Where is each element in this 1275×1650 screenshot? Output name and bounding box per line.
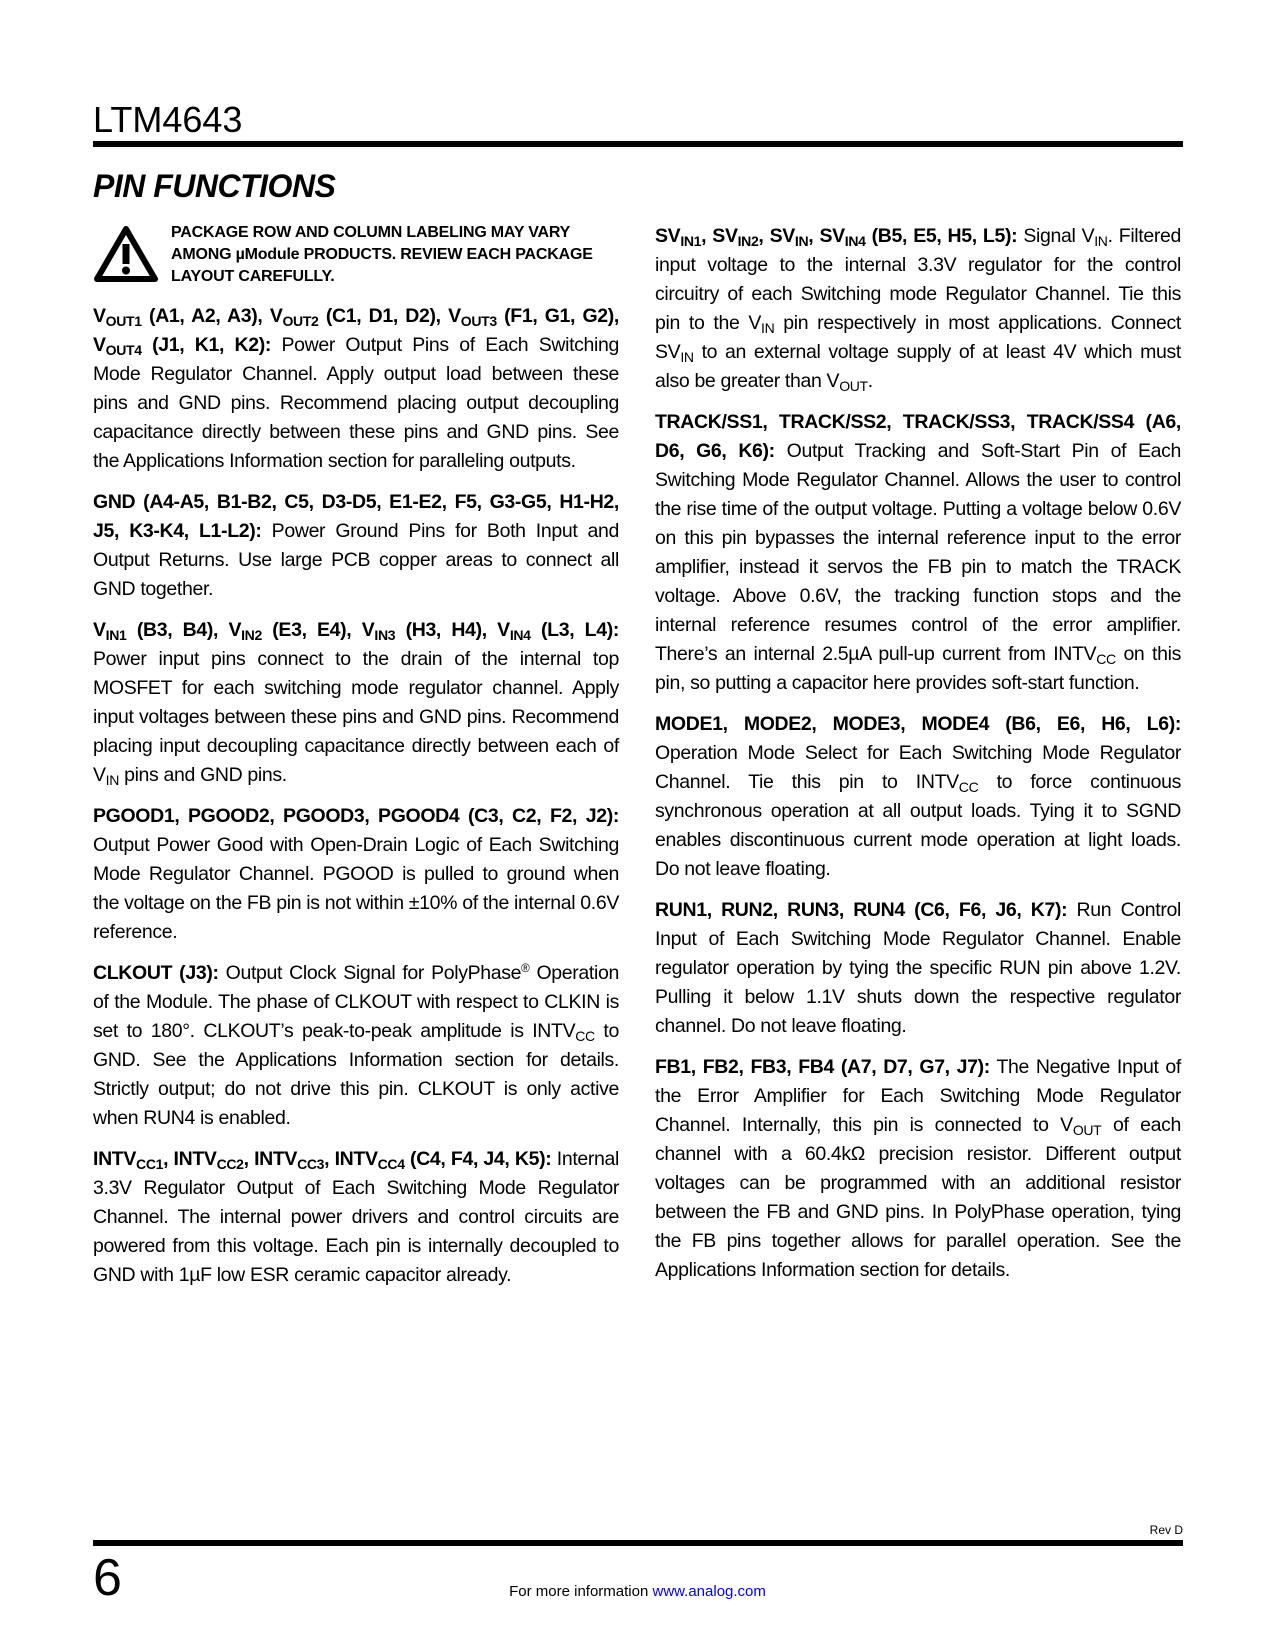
page-number: 6	[93, 1549, 122, 1607]
pin-desc-track: TRACK/SS1, TRACK/SS2, TRACK/SS3, TRACK/SS4 (A6, D6, G6, K6): Output Tracking and Soft-Start Pin of Each Switching Mode Regulator Channel. Allows the user to control the rise time of the output voltage. Putting a voltage below 0.6V on this pin bypasses the internal reference input to the error amplifier, instead it servos the FB pin to match the TRACK voltage. Above 0.6V, the tracking function stops and the internal reference resumes control of the error amplifier. There’s an internal 2.5µA pull-up current from $INTV_{CC}$ on this pin, so putting a capacitor here provides soft-start function.	[655, 411, 1182, 694]
pin-desc-fb: FB1, FB2, FB3, FB4 (A7, D7, G7, J7): The Negative Input of the Error Amplifier for Each Switching Mode Regulator Channel. Internally, this pin is connected to $V_{OUT}$ of each channel with a 60.4kΩ precision resistor. Different output voltages can be programmed with an additional resistor between the FB and GND pins. In PolyPhase operation, tying the FB pins together allows for parallel operation. See the Applications Information section for details.	[655, 1056, 1181, 1281]
pin-desc-svin: $SV_{IN1}$, $SV_{IN2}$, $SV_{IN}$, $SV_{IN4}$ (B5, E5, H5, L5): Signal $V_{IN}$. Filtered input voltage to the internal 3.3V regulator for the control circuitry of each Switching mode Regulator Channel. Tie this pin to the $V_{IN}$ pin respectively in most applications. Connect $SV_{IN}$ to an external voltage supply of at least 4V which must also be greater than $V_{OUT}$.	[655, 225, 1181, 395]
pin-desc-pgood: PGOOD1, PGOOD2, PGOOD3, PGOOD4 (C3, C2, F2, J2): Output Power Good with Open-Drain Logic of Each Switching Mode Regulator Channel. PGOOD is pulled to ground when the voltage on the FB pin is not within ±10% of the internal 0.6V reference.	[93, 805, 619, 943]
footer-rule	[93, 1540, 1183, 1546]
right-column	[655, 222, 1181, 1297]
footer-more-info: For more information www.analog.com	[509, 1583, 766, 1600]
analog-website-link[interactable]: www.analog.com	[652, 1583, 766, 1600]
pin-desc-intvcc: $INTV_{CC1}$, $INTV_{CC2}$, $INTV_{CC3}$, $INTV_{CC4}$ (C4, F4, J4, K5): Internal 3.3V Regulator Output of Each Switching Mode Regulator Channel. The internal power drivers and control circuits are powered from this voltage. Each pin is internally decoupled to GND with 1µF low ESR ceramic capacitor already.	[93, 1148, 620, 1286]
pin-desc-mode: MODE1, MODE2, MODE3, MODE4 (B6, E6, H6, L6): Operation Mode Select for Each Switching Mode Regulator Channel. Tie this pin to $INTV_{CC}$ to force continuous synchronous operation at all output loads. Tying it to SGND enables discontinuous current mode operation at light loads. Do not leave floating.	[655, 713, 1182, 880]
section-title: PIN FUNCTIONS	[93, 168, 336, 204]
part-number: LTM4643	[93, 99, 243, 140]
pin-desc-clkout: CLKOUT (J3): Output Clock Signal for PolyPhase® Operation of the Module. The phase of CLKOUT with respect to CLKIN is set to 180°. CLKOUT’s peak-to-peak amplitude is $INTV_{CC}$ to GND. See the Applications Information section for details. Strictly output; do not drive this pin. CLKOUT is only active when RUN4 is enabled.	[93, 961, 619, 1129]
pin-desc-vin: $V_{IN1}$ (B3, B4), $V_{IN2}$ (E3, E4), $V_{IN3}$ (H3, H4), $V_{IN4}$ (L3, L4): Power input pins connect to the drain of the internal top MOSFET for each switching mode regulator channel. Apply input voltages between these pins and GND pins. Recommend placing input decoupling capacitance directly between each of $V_{IN}$ pins and GND pins.	[93, 619, 619, 789]
pin-desc-gnd: GND (A4-A5, B1-B2, C5, D3-D5, E1-E2, F5, G3-G5, H1-H2, J5, K3-K4, L1-L2): Power Ground Pins for Both Input and Output Returns. Use large PCB copper areas to connect all GND together.	[93, 491, 620, 600]
warning-triangle-icon	[93, 224, 159, 284]
header-rule	[93, 141, 1183, 147]
pin-desc-run: RUN1, RUN2, RUN3, RUN4 (C6, F6, J6, K7): Run Control Input of Each Switching Mode Regulator Channel. Enable regulator operation by tying the specific RUN pin above 1.2V. Pulling it below 1.1V shuts down the respective regulator channel. Do not leave floating.	[655, 899, 1181, 1037]
caution-note	[93, 222, 619, 288]
caution-text: PACKAGE ROW AND COLUMN LABELING MAY VARY AMONG µModule PRODUCTS. REVIEW EACH PACKAGE LAYOUT CAREFULLY.	[171, 224, 593, 285]
revision-label: Rev D	[1149, 1523, 1183, 1537]
left-column	[93, 222, 619, 1302]
pin-desc-vout: $V_{OUT1}$ (A1, A2, A3), $V_{OUT2}$ (C1, D1, D2), $V_{OUT3}$ (F1, G1, G2), $V_{OUT4}$ (J1, K1, K2): Power Output Pins of Each Switching Mode Regulator Channel. Apply output load between these pins and GND pins. Recommend placing output decoupling capacitance directly between these pins and GND pins. See the Applications Information section for paralleling outputs.	[93, 305, 619, 472]
